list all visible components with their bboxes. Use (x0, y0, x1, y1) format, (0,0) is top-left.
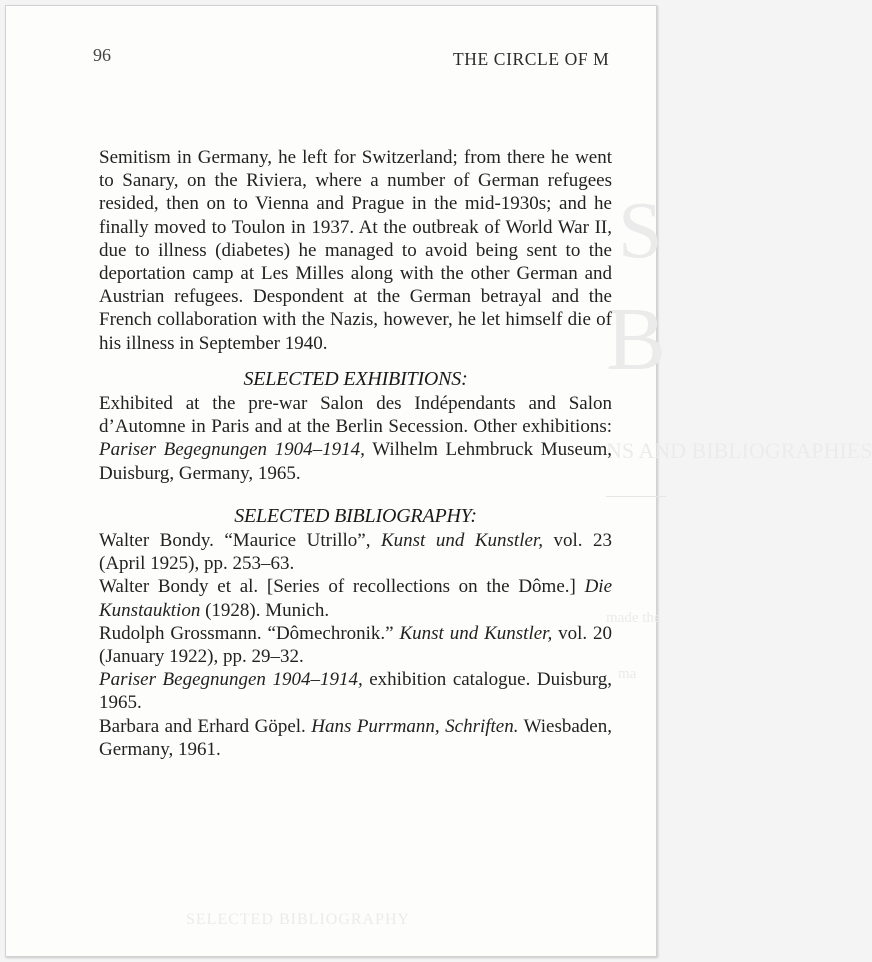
show-through-large-letter: S (618, 187, 663, 275)
show-through-line: made the (606, 610, 661, 626)
exhibitions-paragraph (99, 392, 612, 485)
entry-details: vol. 20 (January 1922), pp. 29–32. (99, 622, 612, 668)
entry-details: exhibition catalogue. Duisburg, 1965. (99, 669, 613, 714)
bibliography-entry (99, 622, 612, 668)
exhibition-title: Pariser Begegnungen 1904–1914, (99, 439, 365, 461)
entry-details: (1928). Munich. (200, 599, 330, 621)
show-through-rule (606, 496, 666, 497)
exhibitions-text: Exhibited at the pre-war Salon des Indépendants and Salon d’Automne in Paris and at the Berlin Secession. Other exhibitions: (99, 393, 612, 438)
exhibitions-text-tail: Wilhelm Lehmbruck Museum, Duisburg, Germany, 1965. (99, 439, 612, 484)
entry-text: Walter Bondy. “Maurice Utrillo”, (99, 530, 381, 552)
show-through-line: ma (618, 666, 637, 682)
main-text (99, 146, 612, 761)
entry-text: Rudolph Grossmann. “Dômechronik.” (99, 622, 400, 644)
entry-title: Pariser Begegnungen 1904–1914, (99, 669, 363, 691)
bibliography-heading: SELECTED BIBLIOGRAPHY: (234, 504, 477, 527)
show-through-line: SELECTED BIBLIOGRAPHY (186, 911, 411, 928)
page-header (6, 45, 656, 69)
exhibitions-heading: SELECTED EXHIBITIONS: (243, 367, 468, 390)
entry-details: Wiesbaden, Germany, 1961. (99, 715, 612, 760)
show-through-line: NS AND BIBLIOGRAPHIES (606, 438, 872, 463)
bibliography-entry (99, 529, 612, 575)
bibliography-entry (99, 715, 612, 761)
entry-title: Hans Purrmann, Schriften. (311, 715, 519, 737)
entry-text: Walter Bondy et al. [Series of recollections on the Dôme.] (99, 576, 585, 598)
bibliography-entry (99, 575, 612, 621)
entry-details: vol. 23 (April 1925), pp. 253–63. (99, 530, 613, 575)
bibliography-entry (99, 668, 612, 714)
show-through-large-letter: B (606, 290, 667, 389)
entry-text: Barbara and Erhard Göpel. (99, 715, 312, 737)
entry-title: Kunst und Kunstler, (399, 622, 553, 644)
page-number: 96 (93, 45, 111, 65)
running-head: THE CIRCLE OF M (453, 49, 610, 69)
entry-title: Die Kunstauktion (99, 576, 612, 621)
biography-paragraph: Semitism in Germany, he left for Switzerland; from there he went to Sanary, on the Riviera, where a number of German refugees resided, then on to Vienna and Prague in the mid-1930s; and he finally moved to Toulon in 1937. At the outbreak of World War II, due to illness (diabetes) he managed to avoid being sent to the deportation camp at Les Milles along with the other German and Austrian refugees. Despondent at the German betrayal and the French collaboration with the Nazis, however, he let himself die of his illness in September 1940. (99, 147, 612, 354)
entry-title: Kunst und Kunstler, (380, 530, 543, 552)
book-page (5, 5, 872, 957)
